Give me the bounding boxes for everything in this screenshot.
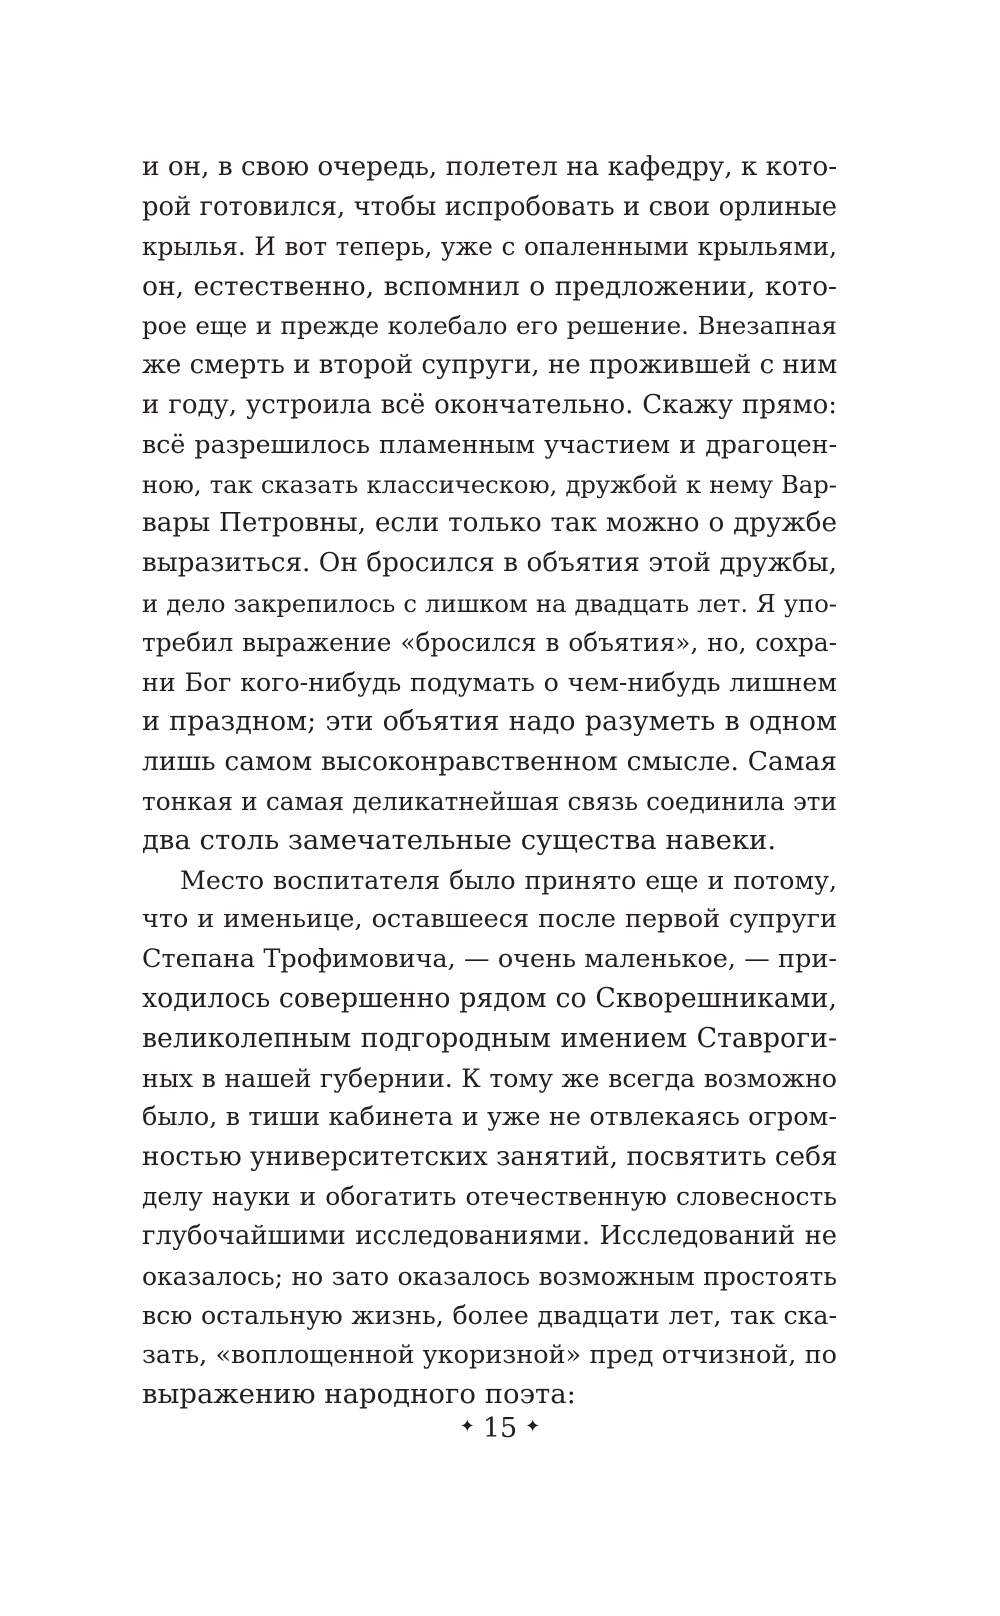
- text-line: вары Петровны, если только так можно о дружбе: [142, 508, 837, 539]
- text-line: два столь замечательные существа навеки.: [142, 824, 777, 857]
- four-point-star-icon: ✦: [459, 1415, 475, 1437]
- text-line: и праздном; эти объятия надо разуметь в одном: [142, 706, 837, 738]
- text-line: всю остальную жизнь, более двадцати лет, так ска-: [142, 1301, 837, 1331]
- text-line: рой готовился, чтобы испробовать и свои орлиные: [142, 191, 837, 222]
- page-number-footer: [0, 1408, 1000, 1449]
- text-line: выразиться. Он бросился в объятия этой дружбы,: [142, 547, 837, 578]
- text-line: требил выражение «бросился в объятия», но, сохра-: [142, 628, 837, 658]
- body-text: [142, 148, 837, 1415]
- text-line: оказалось; но зато оказалось возможным простоять: [142, 1261, 837, 1291]
- text-line: Степана Трофимовича, — очень маленькое, — при-: [142, 943, 837, 974]
- text-line: Место воспитателя было принято еще и потому,: [180, 865, 837, 895]
- text-line: и он, в свою очередь, полетел на кафедру, к кото-: [142, 152, 838, 182]
- text-line: глубочайшими исследованиями. Исследований не: [142, 1221, 837, 1252]
- text-line: тонкая и самая деликатнейшая связь соединила эти: [142, 786, 837, 816]
- text-line: что и именьице, оставшееся после первой супруги: [142, 904, 837, 935]
- text-line: же смерть и второй супруги, не прожившей с ним: [142, 349, 838, 380]
- four-point-star-icon: ✦: [525, 1415, 541, 1437]
- text-line: было, в тиши кабинета и уже не отвлекаясь огром-: [142, 1102, 837, 1133]
- text-line: зать, «воплощенной укоризной» пред отчизной, по: [142, 1339, 837, 1370]
- text-line: крылья. И вот теперь, уже с опаленными крыльями,: [142, 232, 837, 262]
- text-line: ных в нашей губернии. К тому же всегда возможно: [142, 1063, 837, 1093]
- page-number: 15: [482, 1412, 518, 1444]
- text-line: выражению народного поэта:: [142, 1378, 576, 1411]
- text-line: он, естественно, вспомнил о предложении, кото-: [142, 270, 837, 302]
- text-line: и дело закрепилось с лишком на двадцать лет. Я упо-: [142, 588, 837, 618]
- text-line: ностью университетских занятий, посвятить себя: [142, 1141, 838, 1172]
- text-line: великолепным подгородным имением Ставроги-: [142, 1023, 837, 1055]
- text-line: всё разрешилось пламенным участием и драгоцен-: [142, 430, 837, 460]
- text-line: лишь самом высоконравственном смысле. Самая: [142, 745, 837, 777]
- text-line: делу науки и обогатить отечественную словесность: [142, 1182, 837, 1212]
- text-line: ною, так сказать классическою, дружбой к нему Вар-: [142, 469, 837, 499]
- text-line: ни Бог кого-нибудь подумать о чем-нибудь лишнем: [142, 667, 837, 697]
- text-line: и году, устроила всё окончательно. Скажу прямо:: [142, 389, 837, 420]
- text-line: рое еще и прежде колебало его решение. Внезапная: [142, 311, 837, 341]
- text-line: ходилось совершенно рядом со Скворешниками,: [142, 983, 837, 1015]
